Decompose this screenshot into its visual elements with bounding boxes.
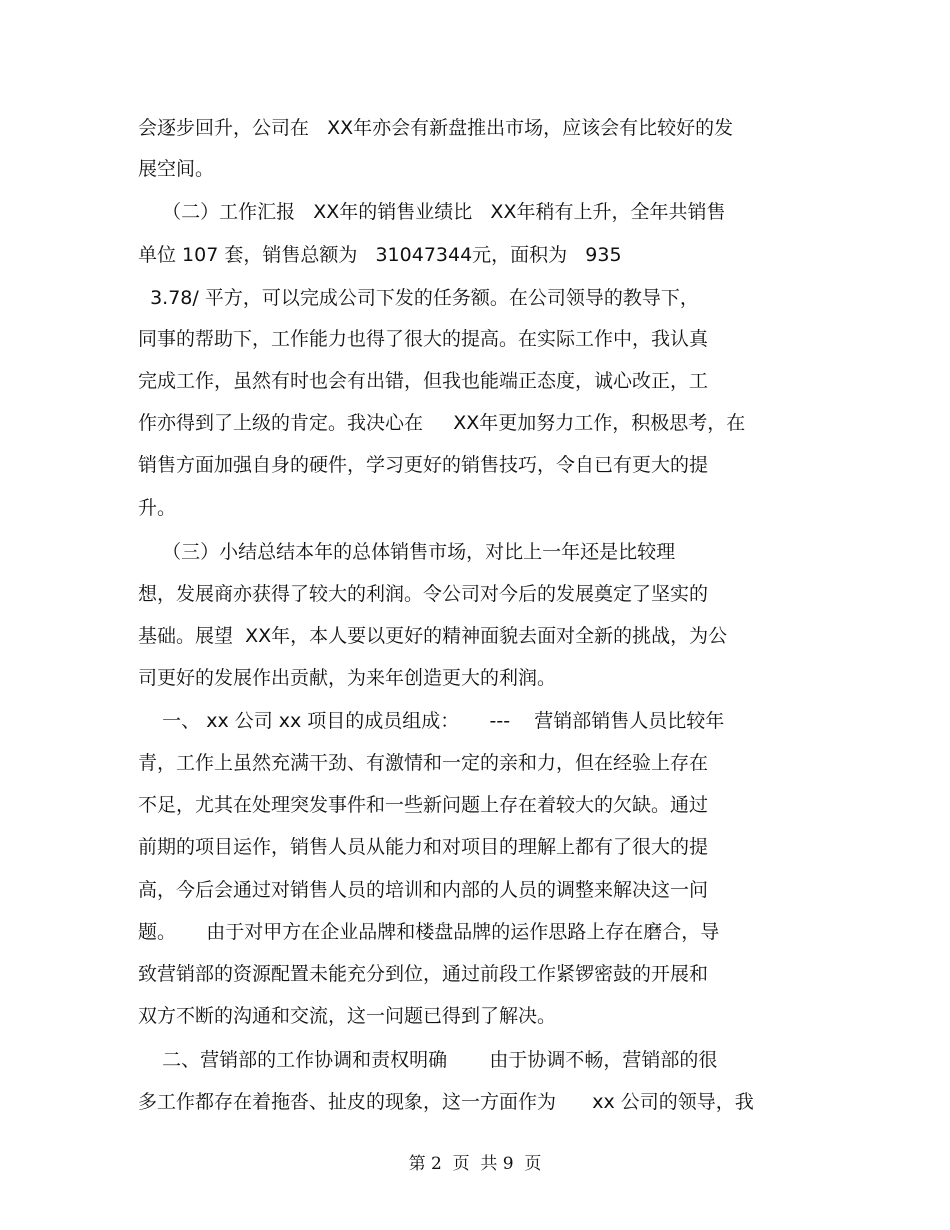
body-text-line: 青，工作上虽然充满干劲、有激情和一定的亲和力，但在经验上存在: [138, 752, 709, 774]
body-text-line: 基础。展望 XX年，本人要以更好的精神面貌去面对全新的挑战，为公: [138, 625, 728, 647]
body-text-line: 完成工作，虽然有时也会有出错，但我也能端正态度，诚心改正，工: [138, 370, 709, 392]
body-text-line: 单位 107 套，销售总额为 31047344元，面积为 935: [138, 244, 622, 266]
body-text-line: 作亦得到了上级的肯定。我决心在 XX年更加努力工作，积极思考，在: [138, 412, 746, 434]
body-text-line: 双方不断的沟通和交流，这一问题已得到了解决。: [138, 1005, 557, 1027]
body-text-line: 3.78/ 平方，可以完成公司下发的任务额。在公司领导的教导下，: [138, 287, 699, 309]
body-text-line: 前期的项目运作，销售人员从能力和对项目的理解上都有了很大的提: [138, 836, 709, 858]
body-text-line: （二）工作汇报 XX年的销售业绩比 XX年稍有上升，全年共销售: [138, 201, 726, 223]
body-text-line: 同事的帮助下，工作能力也得了很大的提高。在实际工作中，我认真: [138, 328, 709, 350]
body-text-line: 不足，尤其在处理突发事件和一些新问题上存在着较大的欠缺。通过: [138, 794, 709, 816]
body-text-line: 高，今后会通过对销售人员的培训和内部的人员的调整来解决这一问: [138, 879, 709, 901]
body-text-line: 二、营销部的工作协调和责权明确 由于协调不畅，营销部的很: [138, 1049, 718, 1071]
body-text-line: 一、 xx 公司 xx 项目的成员组成： --- 营销部销售人员比较年: [138, 710, 725, 732]
body-text-line: 致营销部的资源配置未能充分到位，通过前段工作紧锣密鼓的开展和: [138, 963, 709, 985]
body-text-line: （三）小结总结本年的总体销售市场，对比上一年还是比较理: [138, 541, 676, 563]
body-text-line: 销售方面加强自身的硬件，学习更好的销售技巧，令自已有更大的提: [138, 454, 709, 476]
body-text-line: 题。 由于对甲方在企业品牌和楼盘品牌的运作思路上存在磨合，导: [138, 921, 720, 943]
body-text-line: 司更好的发展作出贡献，为来年创造更大的利润。: [138, 667, 557, 689]
body-text-line: 展空间。: [138, 158, 215, 180]
body-text-line: 多工作都存在着拖沓、扯皮的现象，这一方面作为 xx 公司的领导，我: [138, 1091, 754, 1113]
body-text-line: 想，发展商亦获得了较大的利润。令公司对今后的发展奠定了坚实的: [138, 583, 709, 605]
body-text-line: 会逐步回升，公司在 XX年亦会有新盘推出市场，应该会有比较好的发: [138, 117, 734, 139]
page-number-footer: 第 2 页 共 9 页: [408, 1154, 542, 1174]
body-text-line: 升。: [138, 497, 177, 519]
